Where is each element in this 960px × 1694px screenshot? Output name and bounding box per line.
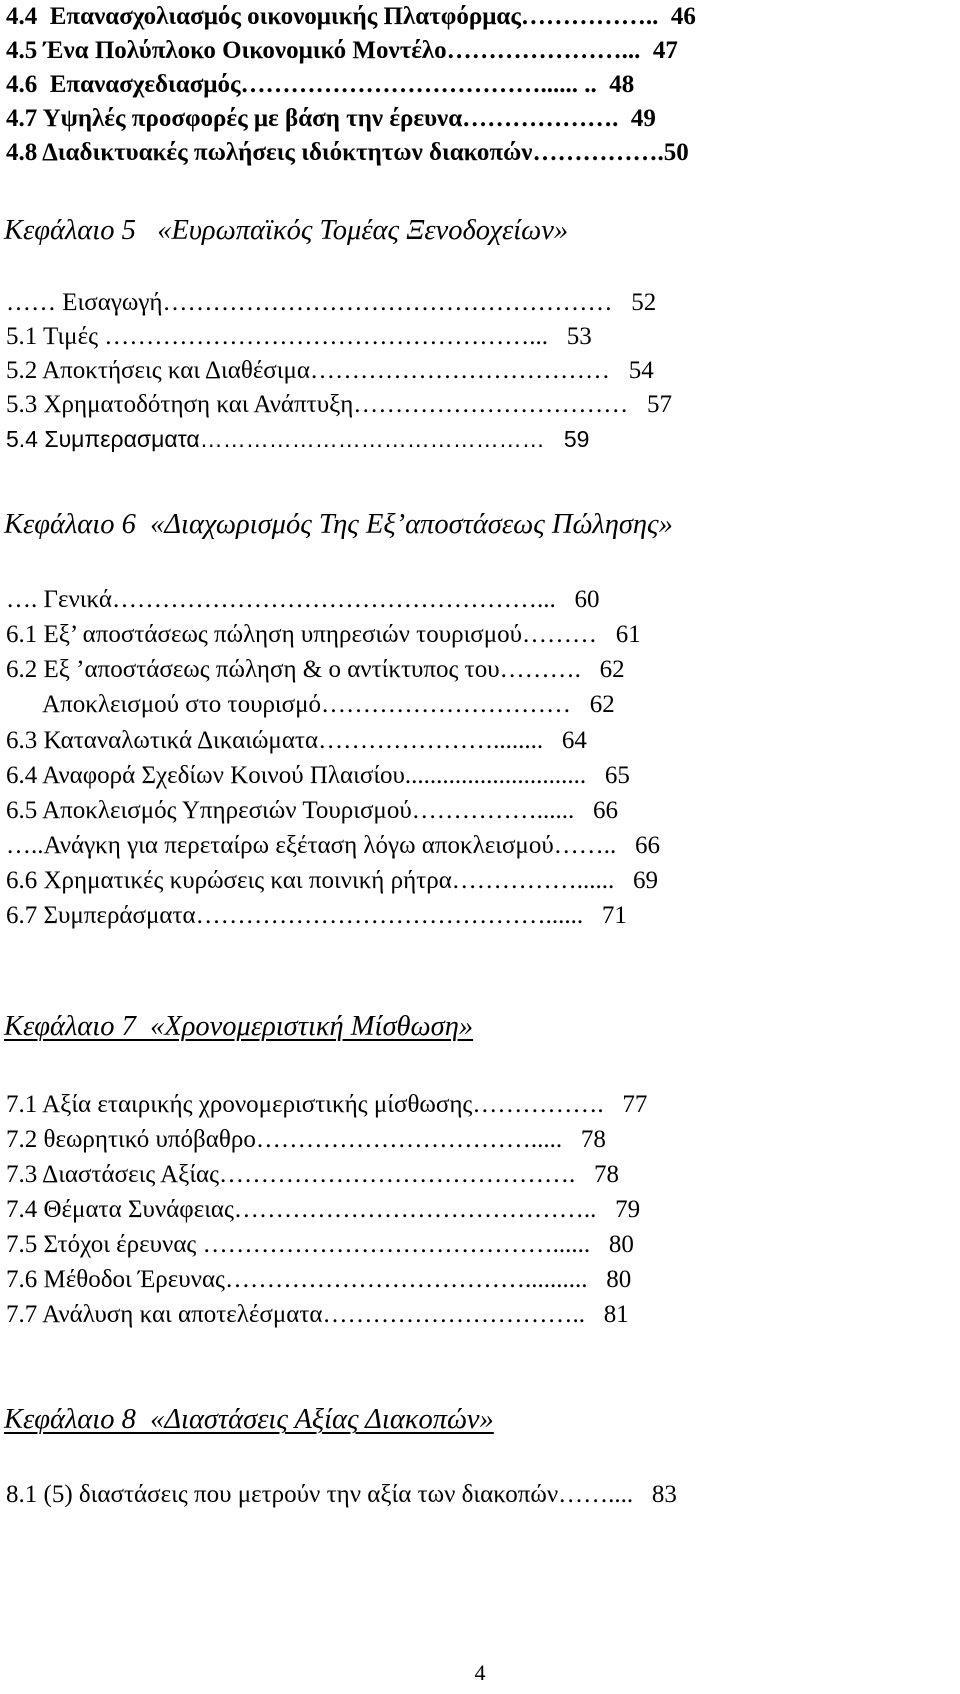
toc-entry-5-2: 5.2 Αποκτήσεις και Διαθέσιμα……………………………… 54 <box>6 357 654 384</box>
toc-entry-6-general: …. Γενικά……………………………………………... 60 <box>6 586 600 613</box>
toc-entry-7-2: 7.2 θεωρητικό υπόβαθρο……………………………..... 78 <box>6 1126 606 1153</box>
toc-entry-6-4: 6.4 Αναφορά Σχεδίων Κοινού Πλαισίου............................. 65 <box>6 762 630 789</box>
toc-entry-6-2-cont: Αποκλεισμού στο τουρισμό………………………… 62 <box>6 691 615 718</box>
toc-entry-8-1: 8.1 (5) διαστάσεις που μετρούν την αξία των διακοπών…….... 83 <box>6 1481 677 1508</box>
toc-entry-5-3: 5.3 Χρηματοδότηση και Ανάπτυξη…………………………… 57 <box>6 391 673 418</box>
chapter5-heading: Κεφάλαιο 5 «Ευρωπαϊκός Τομέας Ξενοδοχείων» <box>4 215 569 246</box>
page-number: 4 <box>474 1660 486 1685</box>
chapter7-heading: Κεφάλαιο 7 «Χρονομεριστική Μίσθωση» <box>4 1011 474 1042</box>
toc-entry-4-8: 4.8 Διαδικτυακές πωλήσεις ιδιόκτητων διακοπών…………….50 <box>6 139 689 166</box>
toc-entry-6-2: 6.2 Εξ ’αποστάσεως πώληση & ο αντίκτυπος του………. 62 <box>6 656 625 683</box>
toc-entry-5-1: 5.1 Τιμές ……………………………………………... 53 <box>6 323 592 350</box>
toc-entry-4-4: 4.4 Επανασχολιασμός οικονομικής Πλατφόρμας…………….. 46 <box>6 3 696 30</box>
toc-entry-7-4: 7.4 Θέματα Συνάφειας…………………………………….. 79 <box>6 1196 641 1223</box>
toc-entry-6-1: 6.1 Εξ’ αποστάσεως πώληση υπηρεσιών τουρισμού……… 61 <box>6 621 641 648</box>
toc-entry-5-intro: …… Εισαγωγή……………………………………………… 52 <box>6 289 657 316</box>
toc-entry-7-7: 7.7 Ανάλυση και αποτελέσματα………………………….. 81 <box>6 1301 629 1328</box>
toc-entry-4-6: 4.6 Επανασχεδιασμός………………………………...... .. 48 <box>6 71 635 98</box>
toc-entry-6-6: 6.6 Χρηματικές κυρώσεις και ποινική ρήτρα……………...... 69 <box>6 867 659 894</box>
chapter6-heading: Κεφάλαιο 6 «Διαχωρισμός Της Εξ’αποστάσεως Πώλησης» <box>4 509 673 540</box>
toc-entry-7-5: 7.5 Στόχοι έρευνας ……………………………………...... 80 <box>6 1231 634 1258</box>
toc-entry-7-1: 7.1 Αξία εταιρικής χρονομεριστικής μίσθωσης……………. 77 <box>6 1091 648 1118</box>
toc-entry-6-5: 6.5 Αποκλεισμός Υπηρεσιών Τουρισμού……………...... 66 <box>6 797 618 824</box>
toc-entry-7-6: 7.6 Μέθοδοι Έρευνας……………………………….......... 80 <box>6 1266 632 1293</box>
toc-entry-6-3: 6.3 Καταναλωτικά Δικαιώματα…………………........ 64 <box>6 727 587 754</box>
toc-entry-4-7: 4.7 Υψηλές προσφορές με βάση την έρευνα………………. 49 <box>6 105 656 132</box>
chapter8-heading: Κεφάλαιο 8 «Διαστάσεις Αξίας Διακοπών» <box>4 1404 494 1435</box>
toc-entry-6-5-sub: …..Ανάγκη για περεταίρω εξέταση λόγω αποκλεισμού…….. 66 <box>6 832 660 859</box>
toc-entry-7-3: 7.3 Διαστάσεις Αξίας……………………………………. 78 <box>6 1161 620 1188</box>
toc-entry-6-7: 6.7 Συμπεράσματα……………………………………...... 71 <box>6 902 627 929</box>
toc-entry-5-4: 5.4 Συμπερασματα……………………………………… 59 <box>6 426 590 452</box>
toc-entry-4-5: 4.5 Ένα Πολύπλοκο Οικονομικό Μοντέλο…………………... 47 <box>6 37 678 64</box>
